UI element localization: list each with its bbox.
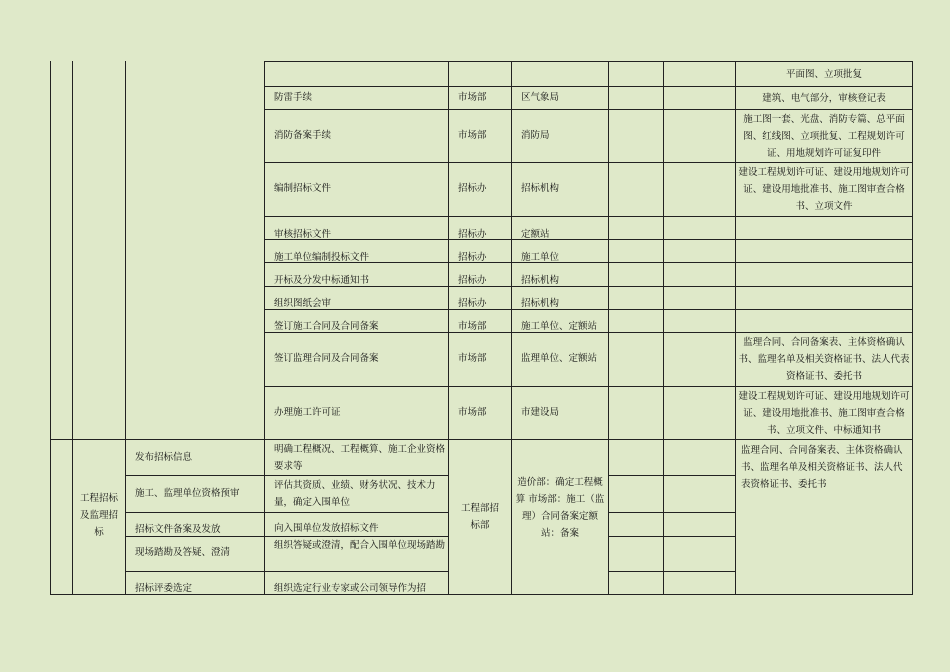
dept-cell: 招标办 <box>458 298 487 309</box>
step-cell: 发布招标信息 <box>135 452 193 463</box>
agency-cell: 施工单位 <box>521 252 560 263</box>
agency-cell: 招标机构 <box>521 183 560 194</box>
dept-cell: 招标办 <box>458 275 487 286</box>
docs-cell: 建设工程规划许可证、建设用地规划许可证、建设用地批准书、施工图审查合格书、立项文件、中标通知书 <box>738 391 910 436</box>
row-divider <box>264 86 913 87</box>
step-cell: 现场踏勘及答疑、澄清 <box>135 547 231 558</box>
column-divider <box>125 61 126 594</box>
table-border-right <box>912 61 913 594</box>
task-cell: 办理施工许可证 <box>274 407 341 418</box>
docs-cell: 建设工程规划许可证、建设用地规划许可证、建设用地批准书、施工图审查合格书、立项文件 <box>738 167 910 212</box>
task-cell: 施工单位编制投标文件 <box>274 252 370 263</box>
dept-cell: 市场部 <box>458 407 487 418</box>
dept-cell: 市场部 <box>458 353 487 364</box>
task-cell: 消防备案手续 <box>274 130 332 141</box>
content-cell: 明确工程概况、工程概算、施工企业资格要求等 <box>274 444 446 472</box>
row-divider <box>264 239 913 240</box>
agency-cell: 招标机构 <box>521 298 560 309</box>
coordinating-agency: 造价部：确定工程概算 市场部：施工（监理）合同备案定额站：备案 <box>515 477 605 539</box>
row-divider <box>125 512 449 513</box>
dept-cell: 招标办 <box>458 229 487 240</box>
task-cell: 防雷手续 <box>274 92 313 103</box>
agency-cell: 市建设局 <box>521 407 560 418</box>
docs-cell: 建筑、电气部分，审核登记表 <box>762 93 886 104</box>
step-cell: 招标评委选定 <box>135 583 193 594</box>
column-divider <box>72 61 73 594</box>
column-divider <box>608 61 609 594</box>
row-divider <box>264 216 913 217</box>
section-divider <box>50 439 913 440</box>
column-divider <box>511 61 512 594</box>
row-divider <box>608 536 736 537</box>
row-divider <box>125 475 449 476</box>
task-cell: 审核招标文件 <box>274 229 332 240</box>
dept-cell: 市场部 <box>458 321 487 332</box>
step-cell: 招标文件备案及发放 <box>135 524 221 535</box>
agency-cell: 定额站 <box>521 229 550 240</box>
row-divider <box>264 61 913 62</box>
docs-cell: 平面图、立项批复 <box>785 69 862 80</box>
agency-cell: 监理单位、定额站 <box>521 353 598 364</box>
row-divider <box>125 571 449 572</box>
row-divider <box>264 109 913 110</box>
task-cell: 开标及分发中标通知书 <box>274 275 370 286</box>
task-cell: 签订监理合同及合同备案 <box>274 353 379 364</box>
column-divider <box>448 61 449 594</box>
docs-cell: 监理合同、合同备案表、主体资格确认书、监理名单及相关资格证书、法人代表资格证书、委托书 <box>741 445 903 490</box>
agency-cell: 施工单位、定额站 <box>521 321 598 332</box>
column-divider <box>264 61 265 594</box>
row-divider <box>608 512 736 513</box>
content-cell: 评估其资质、业绩、财务状况、技术力量，确定入围单位 <box>274 480 436 508</box>
task-cell: 编制招标文件 <box>274 183 332 194</box>
content-cell: 组织选定行业专家或公司领导作为招 <box>274 583 427 594</box>
row-divider <box>608 571 736 572</box>
dept-cell: 市场部 <box>458 92 487 103</box>
responsible-dept: 工程部招标部 <box>460 503 499 531</box>
docs-cell: 施工图一套、光盘、消防专篇、总平面图、红线图、立项批复、工程规划许可证、用地规划许可证复印件 <box>743 114 905 159</box>
dept-cell: 招标办 <box>458 252 487 263</box>
content-cell: 组织答疑或澄清，配合入围单位现场踏勘 <box>274 540 446 551</box>
task-cell: 签订施工合同及合同备案 <box>274 321 379 332</box>
agency-cell: 区气象局 <box>521 92 560 103</box>
step-cell: 施工、监理单位资格预审 <box>135 488 240 499</box>
table-border-left <box>50 61 51 594</box>
column-divider <box>663 61 664 594</box>
docs-cell: 监理合同、合同备案表、主体资格确认书、监理名单及相关资格证书、法人代表资格证书、委托书 <box>738 337 910 382</box>
dept-cell: 市场部 <box>458 130 487 141</box>
agency-cell: 消防局 <box>521 130 550 141</box>
dept-cell: 招标办 <box>458 183 487 194</box>
column-divider <box>735 61 736 594</box>
row-divider <box>264 162 913 163</box>
row-divider <box>264 309 913 310</box>
agency-cell: 招标机构 <box>521 275 560 286</box>
row-divider <box>264 386 913 387</box>
content-cell: 向入围单位发放招标文件 <box>274 523 379 534</box>
row-divider <box>608 475 736 476</box>
phase-label: 工程招标及监理招标 <box>79 493 118 538</box>
task-cell: 组织图纸会审 <box>274 298 332 309</box>
